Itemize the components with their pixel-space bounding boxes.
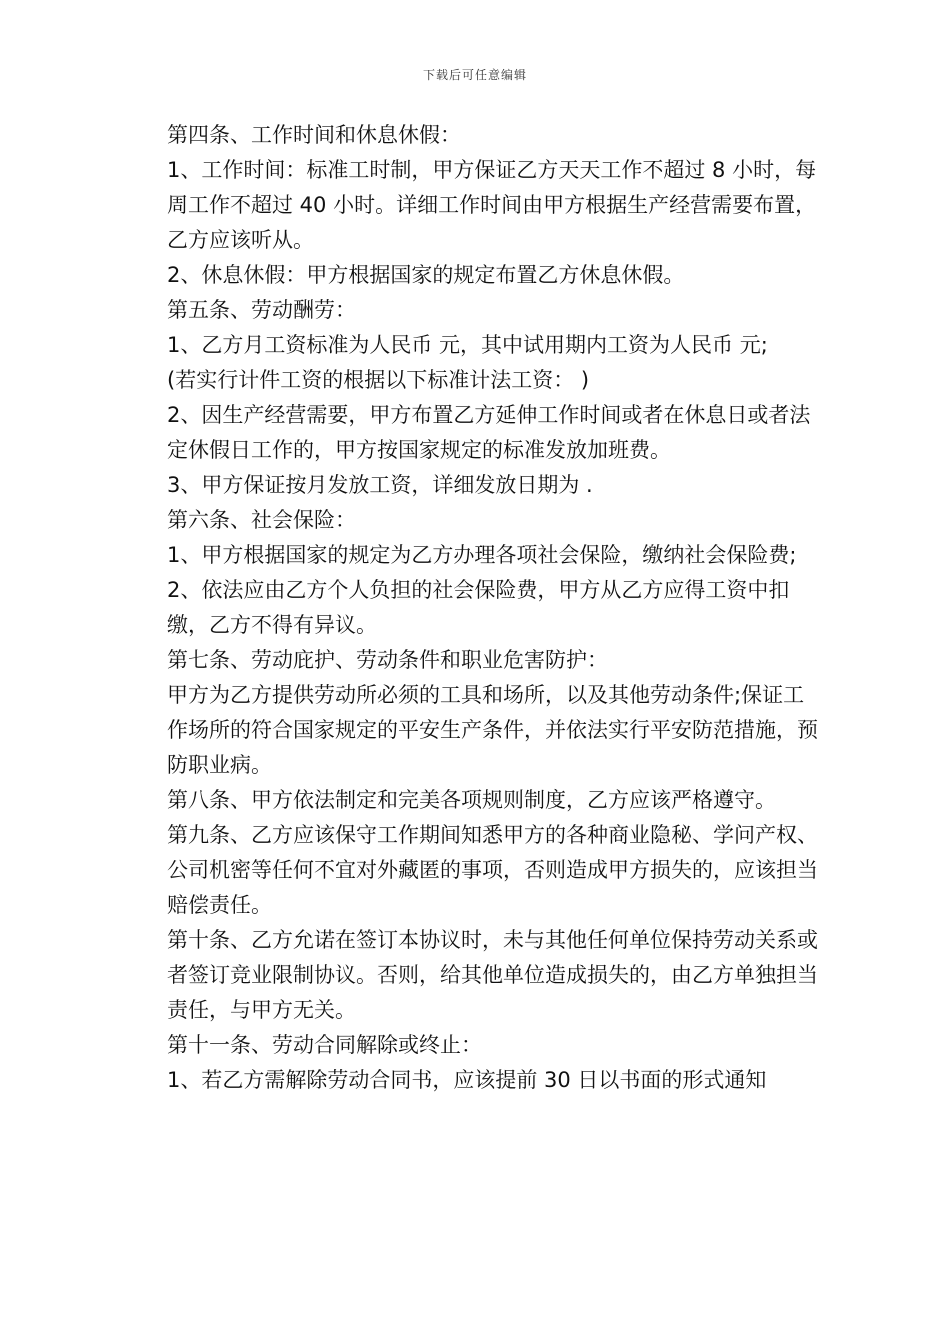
article-11-heading: 第十一条、劳动合同解除或终止： — [167, 1033, 482, 1057]
article-11-item-1: 1、若乙方需解除劳动合同书，应该提前 30 日以书面的形式通知 — [167, 1068, 767, 1092]
article-6-heading: 第六条、社会保险： — [167, 508, 356, 532]
article-8: 第八条、甲方依法制定和完美各项规则制度，乙方应该严格遵守。 — [167, 788, 776, 812]
article-6-item-1: 1、甲方根据国家的规定为乙方办理各项社会保险，缴纳社会保险费; — [167, 543, 797, 567]
article-7-heading: 第七条、劳动庇护、劳动条件和职业危害防护： — [167, 648, 608, 672]
article-5-note: (若实行计件工资的根据以下标准计法工资： ) — [167, 368, 590, 392]
article-5-heading: 第五条、劳动酬劳： — [167, 298, 356, 322]
article-6-item-2: 2、依法应由乙方个人负担的社会保险费，甲方从乙方应得工资中扣缴，乙方不得有异议。 — [167, 578, 790, 637]
article-4-item-1: 1、工作时间：标准工时制，甲方保证乙方天天工作不超过 8 小时，每周工作不超过 40 小时。详细工作时间由甲方根据生产经营需要布置，乙方应该听从。 — [167, 158, 817, 252]
article-4-heading: 第四条、工作时间和休息休假： — [167, 123, 461, 147]
article-10: 第十条、乙方允诺在签订本协议时，未与其他任何单位保持劳动关系或者签订竞业限制协议。否则，给其他单位造成损失的，由乙方单独担当责任，与甲方无关。 — [167, 928, 818, 1022]
article-4-item-2: 2、休息休假：甲方根据国家的规定布置乙方休息休假。 — [167, 263, 685, 287]
article-5-item-1: 1、乙方月工资标准为人民币 元，其中试用期内工资为人民币 元; — [167, 333, 768, 357]
article-9: 第九条、乙方应该保守工作期间知悉甲方的各种商业隐秘、学问产权、公司机密等任何不宜对外藏匿的事项，否则造成甲方损失的，应该担当赔偿责任。 — [167, 823, 818, 917]
page-header: 下载后可任意编辑 — [422, 68, 527, 82]
article-5-item-2: 2、因生产经营需要，甲方布置乙方延伸工作时间或者在休息日或者法定休假日工作的，甲方按国家规定的标准发放加班费。 — [167, 403, 811, 462]
article-5-item-3: 3、甲方保证按月发放工资，详细发放日期为 . — [167, 473, 593, 497]
document-body — [145, 118, 825, 1098]
article-7-body: 甲方为乙方提供劳动所必须的工具和场所，以及其他劳动条件;保证工作场所的符合国家规定的平安生产条件，并依法实行平安防范措施，预防职业病。 — [167, 683, 818, 777]
